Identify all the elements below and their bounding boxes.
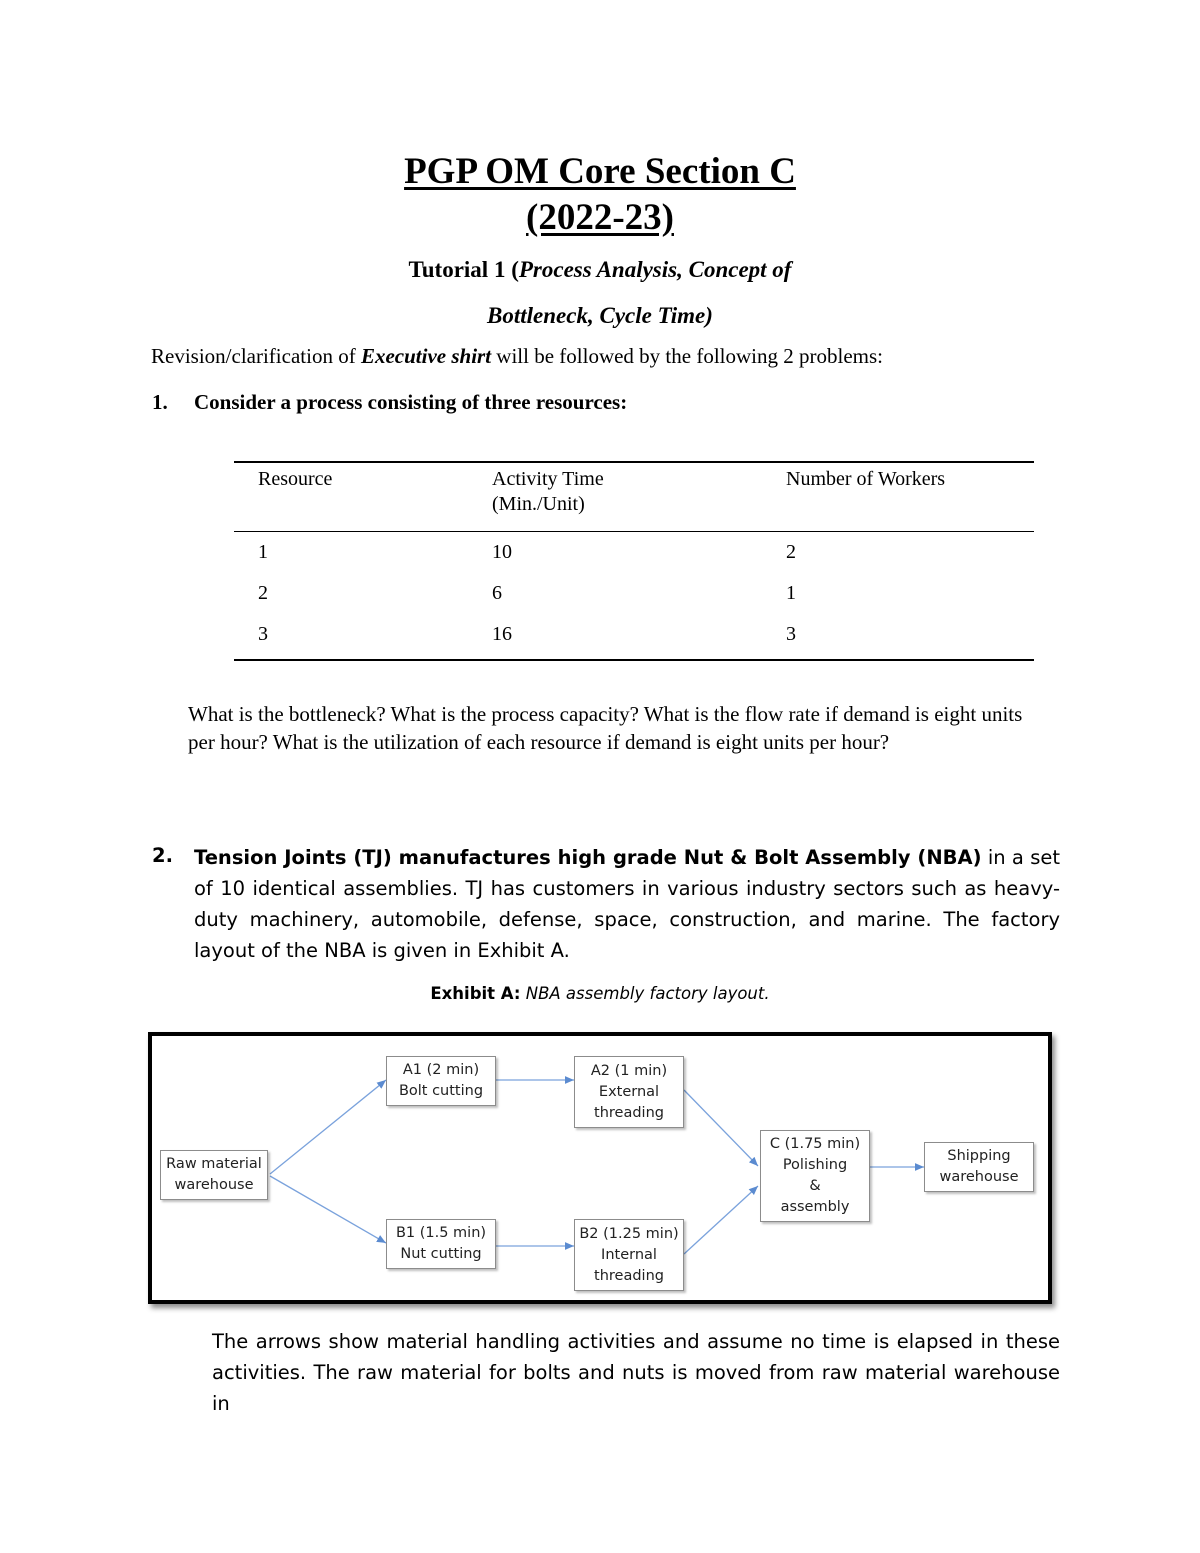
node-label: C (1.75 min) <box>769 1136 861 1152</box>
node-label: threading <box>594 1267 664 1284</box>
header-activity-time-l1: Activity Time <box>492 468 604 490</box>
resource-table <box>234 461 1034 661</box>
tutorial-heading-2 <box>0 303 1200 329</box>
header-activity-time <box>468 462 762 532</box>
table-row <box>234 573 1034 614</box>
cell-resource: 3 <box>234 614 468 660</box>
intro-text-after: will be followed by the following 2 problems: <box>491 344 883 368</box>
table-header-row <box>234 462 1034 532</box>
b1-nut-cutting-node <box>386 1219 496 1269</box>
intro-line <box>151 344 883 369</box>
node-label: B2 (1.25 min) <box>579 1225 679 1242</box>
a2-external-threading-node <box>574 1056 684 1128</box>
arrow-a2-to-c <box>684 1090 758 1166</box>
cell-activity-time: 10 <box>492 540 512 563</box>
node-label: Polishing <box>782 1157 848 1173</box>
factory-layout-diagram <box>148 1032 1052 1304</box>
header-resource: Resource <box>234 462 468 532</box>
node-label: warehouse <box>939 1169 1019 1185</box>
node-label: Raw material <box>166 1156 262 1172</box>
table-row <box>234 614 1034 660</box>
cell-workers: 1 <box>786 581 796 604</box>
cell-resource: 1 <box>258 540 268 563</box>
q1-number: 1. <box>152 390 168 414</box>
cell-workers: 2 <box>786 540 796 563</box>
closing-line-1: The arrows show material handling activities and assume no time is elapsed in these <box>212 1330 1060 1353</box>
q2-paragraph <box>194 842 1060 966</box>
cell-activity-time: 6 <box>492 581 502 604</box>
b2-internal-threading-node <box>574 1219 684 1291</box>
header-workers: Number of Workers <box>762 462 1034 532</box>
tutorial-prefix: Tutorial 1 ( <box>408 257 519 282</box>
cell-activity-time: 16 <box>468 614 762 660</box>
node-label: A1 (2 min) <box>402 1062 480 1078</box>
page-title-year: (2022-23) <box>526 197 674 238</box>
arrow-raw-to-a1 <box>270 1080 386 1174</box>
node-label: warehouse <box>174 1177 254 1193</box>
closing-paragraph <box>212 1326 1060 1419</box>
q1-heading: Consider a process consisting of three resources: <box>194 390 628 414</box>
intro-text-before: Revision/clarification of <box>151 344 361 368</box>
cell-resource: 2 <box>258 581 268 604</box>
table-row <box>234 532 1034 574</box>
node-label: Bolt cutting <box>398 1083 484 1099</box>
tutorial-topic-2: Bottleneck, Cycle Time) <box>487 303 713 328</box>
arrow-raw-to-b1 <box>270 1176 386 1243</box>
cell-workers: 3 <box>762 614 1034 660</box>
intro-emphasis: Executive shirt <box>360 344 492 368</box>
closing-line-2: activities. The raw material for bolts and nuts is moved from raw material warehouse in <box>212 1361 1060 1415</box>
q1-question: What is the bottleneck? What is the process capacity? What is the flow rate if demand is eight units per hour? What is the utilization of each resource if demand is eight units per hour? <box>188 702 1023 754</box>
a1-bolt-cutting-node <box>386 1056 496 1106</box>
q2-number: 2. <box>152 844 173 867</box>
shipping-warehouse-node <box>924 1142 1034 1192</box>
q2-text: in a set of 10 identical assemblies. TJ has customers in various industry sectors such as heavy-duty machinery, automobile, defense, space, construction, and marine. The factory layout of the NBA is given in Exhibit A. <box>194 846 1060 962</box>
raw-material-warehouse-node <box>160 1150 268 1200</box>
node-label: threading <box>594 1104 664 1121</box>
tutorial-heading <box>0 257 1200 283</box>
node-label: Internal <box>601 1246 657 1263</box>
arrow-b2-to-c <box>684 1186 758 1254</box>
node-label: & <box>809 1178 821 1194</box>
exhibit-caption-label: Exhibit A: <box>430 984 521 1003</box>
node-label: External <box>598 1083 660 1100</box>
header-activity-time-l2: (Min./Unit) <box>492 493 585 515</box>
node-label: B1 (1.5 min) <box>395 1225 487 1241</box>
tutorial-topic-1: Process Analysis, Concept of <box>518 257 792 282</box>
exhibit-caption-text: NBA assembly factory layout. <box>520 984 770 1003</box>
q2-bold-intro: Tension Joints (TJ) manufactures high grade Nut & Bolt Assembly (NBA) <box>194 846 982 869</box>
node-label: A2 (1 min) <box>590 1062 668 1079</box>
page-title: PGP OM Core Section C <box>404 151 796 192</box>
c-polishing-assembly-node <box>760 1130 870 1222</box>
node-label: Shipping <box>947 1148 1011 1164</box>
node-label: assembly <box>780 1199 850 1215</box>
exhibit-caption <box>0 984 1200 1003</box>
node-label: Nut cutting <box>400 1246 482 1262</box>
